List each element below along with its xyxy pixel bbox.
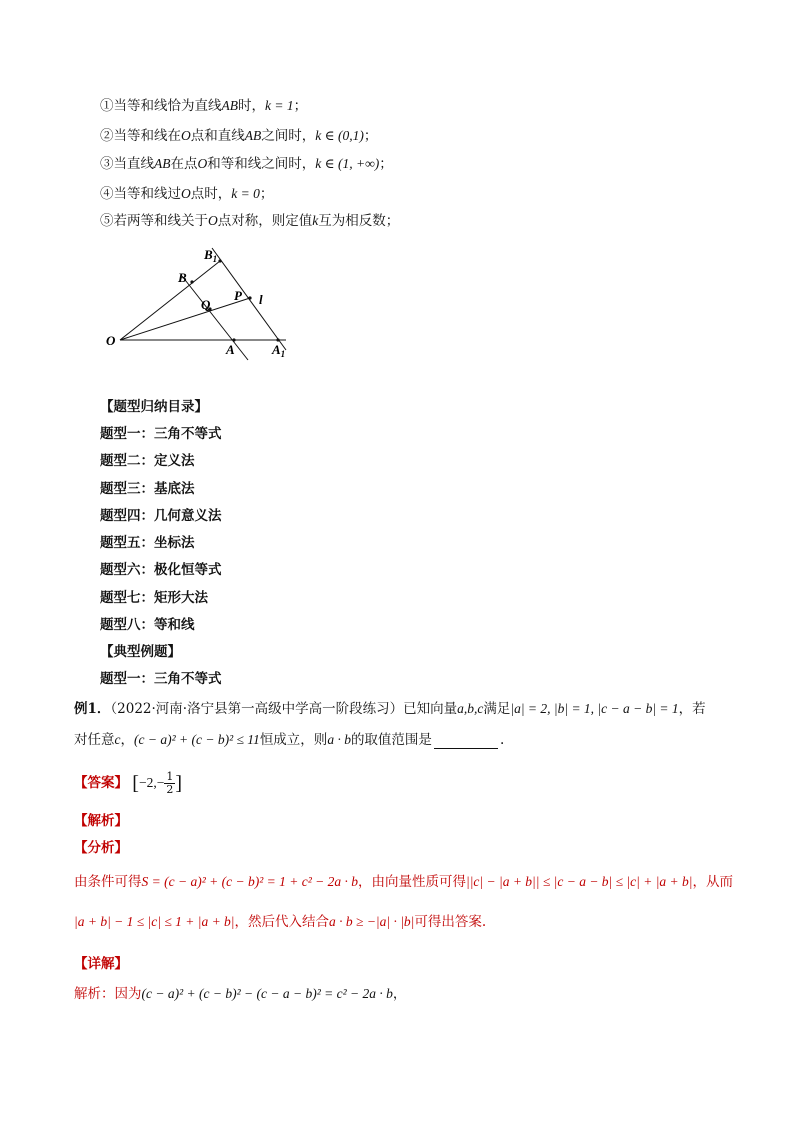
toc-item-6[interactable]: 题型六：极化恒等式 bbox=[100, 562, 222, 578]
case-4: ④当等和线过O点时，k = 0； bbox=[100, 186, 274, 202]
answer-blank bbox=[434, 734, 498, 749]
answer-fraction: $\frac{1}{2}$ bbox=[166, 770, 174, 796]
example-1-line-1: 例1．（2022·河南·洛宁县第一高级中学高一阶段练习）已知向量a,b,c满足|a| = 2, |b| = 1, |c − a − b| = 1，若 bbox=[74, 701, 706, 717]
toc-title: 【题型归纳目录】 bbox=[100, 399, 208, 415]
answer-line: 【答案】 [−2,− $\frac{1}{2}$ ] bbox=[74, 770, 183, 796]
label-B1: $B_1$ bbox=[204, 247, 218, 264]
examples-title: 【典型例题】 bbox=[100, 644, 181, 660]
case-5: ⑤若两等和线关于O点对称，则定值k互为相反数； bbox=[100, 213, 400, 229]
geometry-figure bbox=[100, 238, 300, 363]
toc-item-2[interactable]: 题型二：定义法 bbox=[100, 453, 195, 469]
example-1-line-2: 对任意c，(c − a)² + (c − b)² ≤ 11恒成立，则a · b的取值范围是 . bbox=[74, 732, 505, 748]
detail-tag: 【详解】 bbox=[74, 956, 128, 972]
case-1: ①当等和线恰为直线AB时，k = 1； bbox=[100, 98, 308, 114]
label-l: l bbox=[259, 292, 263, 307]
case-2: ②当等和线在O点和直线AB之间时，k ∈ (0,1)； bbox=[100, 128, 378, 144]
label-P: P bbox=[234, 288, 242, 303]
toc-item-4[interactable]: 题型四：几何意义法 bbox=[100, 508, 222, 524]
toc-item-3[interactable]: 题型三：基底法 bbox=[100, 481, 195, 497]
label-A: A bbox=[226, 342, 235, 357]
fenxi-line-1: 由条件可得S = (c − a)² + (c − b)² = 1 + c² − 2a · b，由向量性质可得||c| − |a + b|| ≤ |c − a − b| ≤ |c| + |a + b|，从而 bbox=[74, 874, 733, 890]
case-3: ③当直线AB在点O和等和线之间时，k ∈ (1, +∞)； bbox=[100, 156, 393, 172]
fenxi-line-2: |a + b| − 1 ≤ |c| ≤ 1 + |a + b|，然后代入结合a · b ≥ −|a| · |b|可得出答案. bbox=[74, 914, 487, 930]
toc-item-8[interactable]: 题型八：等和线 bbox=[100, 617, 195, 633]
label-A1: $A_1$ bbox=[272, 342, 286, 359]
toc-item-5[interactable]: 题型五：坐标法 bbox=[100, 535, 195, 551]
label-O: O bbox=[106, 333, 116, 348]
analysis-tag: 【解析】 bbox=[74, 813, 128, 829]
toc-item-7[interactable]: 题型七：矩形大法 bbox=[100, 590, 208, 606]
detail-line-1: 解析：因为(c − a)² + (c − b)² − (c − a − b)² = c² − 2a · b， bbox=[74, 986, 407, 1002]
label-Q: Q bbox=[201, 297, 211, 312]
fenxi-tag: 【分析】 bbox=[74, 840, 128, 856]
label-B: B bbox=[178, 270, 187, 285]
section-title: 题型一：三角不等式 bbox=[100, 671, 222, 687]
toc-item-1[interactable]: 题型一：三角不等式 bbox=[100, 426, 222, 442]
